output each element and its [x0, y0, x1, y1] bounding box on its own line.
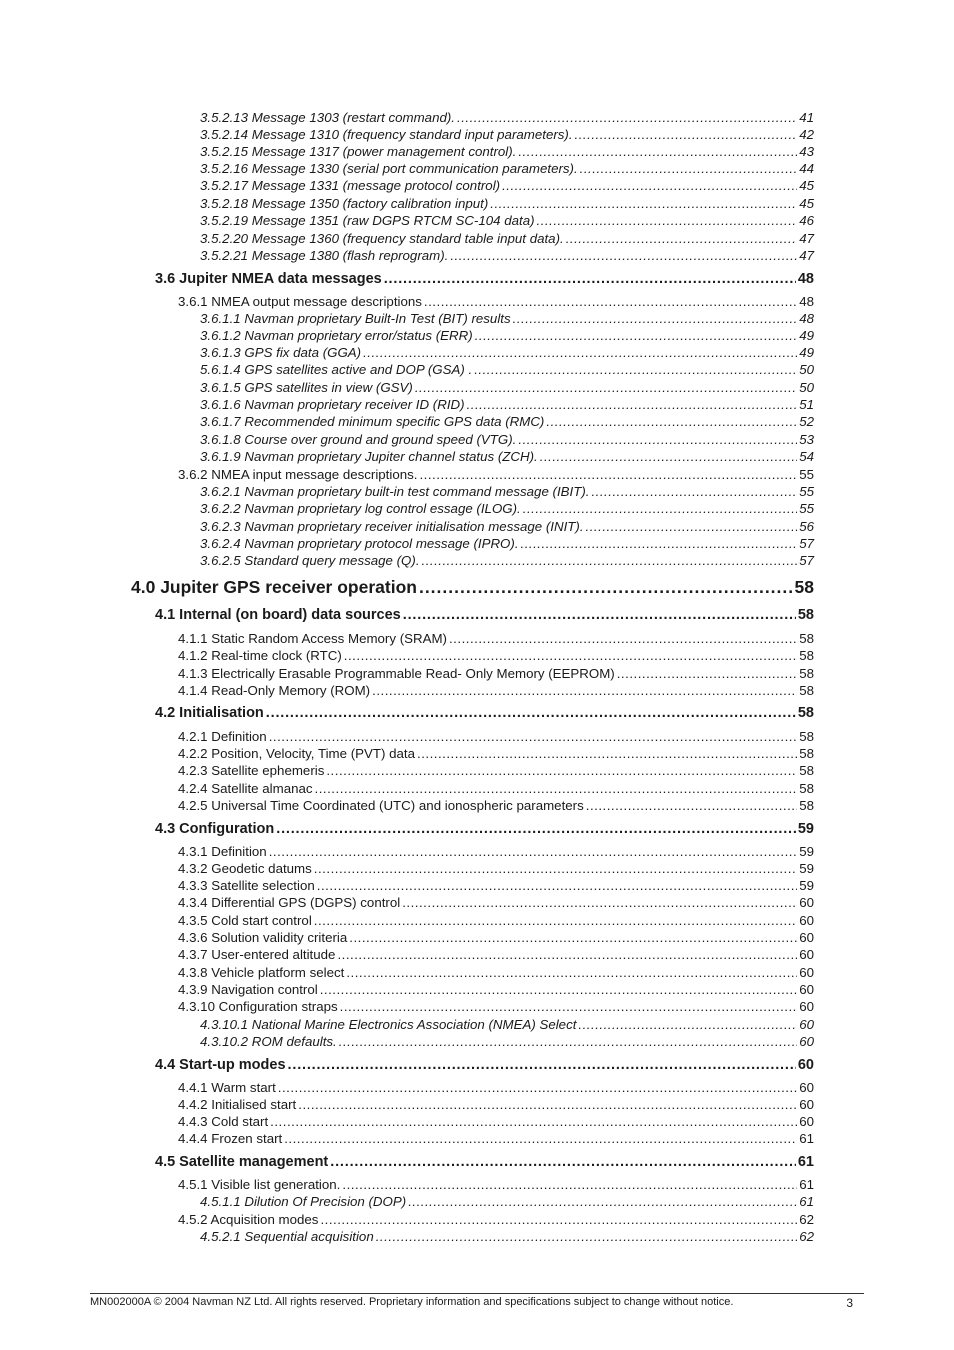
toc-subsection-entry[interactable] — [178, 965, 814, 980]
toc-entry-title: 3.6.2.2 Navman proprietary log control essage (ILOG). — [200, 501, 521, 516]
toc-subsubsection-entry[interactable] — [200, 1017, 814, 1032]
toc-dot-leader — [269, 844, 798, 859]
toc-subsubsection-entry[interactable] — [200, 501, 814, 516]
toc-page-number: 57 — [799, 553, 814, 568]
toc-page-number: 61 — [799, 1194, 814, 1209]
toc-dot-leader — [403, 607, 796, 623]
toc-dot-leader — [330, 1154, 796, 1170]
toc-section-heading[interactable] — [155, 271, 814, 287]
toc-page-number: 52 — [799, 414, 814, 429]
toc-page-number: 44 — [799, 161, 814, 176]
toc-dot-leader — [408, 1194, 797, 1209]
toc-page-number: 41 — [799, 110, 814, 125]
toc-dot-leader — [546, 414, 797, 429]
toc-entry-title: 4.3.10.1 National Marine Electronics Association (NMEA) Select — [200, 1017, 577, 1032]
toc-dot-leader — [586, 519, 798, 534]
toc-dot-leader — [540, 449, 797, 464]
toc-entry-title: 3.6.1.2 Navman proprietary error/status (ERR) — [200, 328, 473, 343]
toc-entry-title: 4.3.5 Cold start control — [178, 913, 312, 928]
toc-entry-title: 4.2.4 Satellite almanac — [178, 781, 313, 796]
toc-section-heading[interactable] — [155, 607, 814, 623]
toc-entry-title: 3.5.2.13 Message 1303 (restart command). — [200, 110, 455, 125]
toc-entry-title: 4.5.1.1 Dilution Of Precision (DOP) — [200, 1194, 407, 1209]
toc-page-number: 61 — [799, 1131, 814, 1146]
toc-page-number: 60 — [799, 965, 814, 980]
toc-subsection-entry[interactable] — [178, 1131, 814, 1146]
toc-entry-title: 3.5.2.17 Message 1331 (message protocol control) — [200, 178, 501, 193]
toc-subsection-entry[interactable] — [178, 746, 814, 761]
toc-entry-title: 3.6.2 NMEA input message descriptions. — [178, 467, 418, 482]
toc-dot-leader — [419, 577, 793, 598]
toc-dot-leader — [315, 781, 798, 796]
toc-dot-leader — [288, 1057, 796, 1073]
toc-dot-leader — [326, 763, 797, 778]
toc-subsection-entry[interactable] — [178, 844, 814, 859]
toc-subsection-entry[interactable] — [178, 1097, 814, 1112]
toc-dot-leader — [339, 1034, 797, 1049]
toc-page-number: 60 — [799, 999, 814, 1014]
toc-subsubsection-entry[interactable] — [200, 196, 814, 211]
toc-entry-title: 4.3.7 User-entered altitude — [178, 947, 336, 962]
toc-entry-title: 4.4.3 Cold start — [178, 1114, 269, 1129]
toc-entry-title: 4.5.2.1 Sequential acquisition — [200, 1229, 374, 1244]
toc-section-heading[interactable] — [155, 1057, 814, 1073]
toc-subsubsection-entry[interactable] — [200, 248, 814, 263]
toc-dot-leader — [372, 683, 797, 698]
toc-page-number: 61 — [799, 1177, 814, 1192]
toc-page-number: 60 — [799, 930, 814, 945]
toc-page-number: 58 — [799, 683, 814, 698]
toc-dot-leader — [575, 127, 798, 142]
toc-dot-leader — [502, 178, 797, 193]
toc-dot-leader — [320, 982, 798, 997]
toc-subsubsection-entry[interactable] — [200, 414, 814, 429]
toc-subsubsection-entry[interactable] — [200, 449, 814, 464]
toc-page-number: 46 — [799, 213, 814, 228]
toc-page-number: 49 — [799, 328, 814, 343]
toc-dot-leader — [578, 1017, 797, 1032]
toc-section-heading[interactable] — [155, 705, 814, 721]
toc-page-number: 61 — [797, 1154, 814, 1170]
toc-subsubsection-entry[interactable] — [200, 178, 814, 193]
toc-page-number: 58 — [799, 746, 814, 761]
toc-dot-leader — [422, 553, 798, 568]
toc-subsection-entry[interactable] — [178, 930, 814, 945]
toc-dot-leader — [376, 1229, 797, 1244]
toc-subsubsection-entry[interactable] — [200, 553, 814, 568]
toc-entry-title: 3.5.2.16 Message 1330 (serial port communication parameters). — [200, 161, 578, 176]
toc-page-number: 43 — [799, 144, 814, 159]
toc-page-number: 45 — [799, 178, 814, 193]
toc-page-number: 60 — [799, 982, 814, 997]
toc-dot-leader — [298, 1097, 797, 1112]
toc-subsection-entry[interactable] — [178, 895, 814, 910]
toc-entry-title: 3.6.1.6 Navman proprietary receiver ID (RID) — [200, 397, 465, 412]
toc-entry-title: 4.5.2 Acquisition modes — [178, 1212, 319, 1227]
toc-entry-title: 3.6 Jupiter NMEA data messages — [155, 271, 382, 287]
toc-page-number: 48 — [799, 294, 814, 309]
toc-entry-title: 3.6.2.3 Navman proprietary receiver initialisation message (INIT). — [200, 519, 584, 534]
toc-subsubsection-entry[interactable] — [200, 1229, 814, 1244]
toc-entry-title: 3.6.1.8 Course over ground and ground speed (VTG). — [200, 432, 517, 447]
toc-entry-title: 4.3.10.2 ROM defaults. — [200, 1034, 337, 1049]
toc-dot-leader — [278, 1080, 797, 1095]
toc-page-number: 48 — [799, 311, 814, 326]
toc-page-number: 50 — [799, 380, 814, 395]
toc-subsection-entry[interactable] — [178, 982, 814, 997]
toc-subsubsection-entry[interactable] — [200, 362, 814, 377]
toc-dot-leader — [337, 947, 797, 962]
toc-chapter-heading[interactable] — [131, 577, 814, 598]
toc-subsection-entry[interactable] — [178, 781, 814, 796]
toc-subsection-entry[interactable] — [178, 683, 814, 698]
toc-subsubsection-entry[interactable] — [200, 161, 814, 176]
toc-entry-title: 3.6.1.9 Navman proprietary Jupiter channel status (ZCH). — [200, 449, 538, 464]
toc-page-number: 51 — [799, 397, 814, 412]
toc-entry-title: 3.6.2.4 Navman proprietary protocol message (IPRO). — [200, 536, 519, 551]
toc-page-number: 58 — [799, 798, 814, 813]
toc-subsection-entry[interactable] — [178, 1080, 814, 1095]
toc-subsection-entry[interactable] — [178, 729, 814, 744]
toc-dot-leader — [467, 397, 798, 412]
toc-dot-leader — [419, 467, 797, 482]
toc-dot-leader — [270, 1114, 797, 1129]
toc-page-number: 55 — [799, 484, 814, 499]
toc-dot-leader — [342, 1177, 797, 1192]
toc-dot-leader — [314, 913, 797, 928]
toc-dot-leader — [266, 705, 796, 721]
toc-dot-leader — [415, 380, 797, 395]
toc-page-number: 59 — [799, 861, 814, 876]
toc-dot-leader — [346, 965, 797, 980]
toc-subsubsection-entry[interactable] — [200, 213, 814, 228]
toc-subsection-entry[interactable] — [178, 1212, 814, 1227]
toc-section-heading[interactable] — [155, 1154, 814, 1170]
toc-subsubsection-entry[interactable] — [200, 484, 814, 499]
toc-subsubsection-entry[interactable] — [200, 519, 814, 534]
toc-entry-title: 3.5.2.18 Message 1350 (factory calibration input) — [200, 196, 489, 211]
toc-dot-leader — [591, 484, 797, 499]
toc-entry-title: 3.5.2.21 Message 1380 (flash reprogram). — [200, 248, 449, 263]
toc-dot-leader — [457, 110, 797, 125]
toc-entry-title: 3.6.1.1 Navman proprietary Built-In Test (BIT) results — [200, 311, 511, 326]
toc-subsubsection-entry[interactable] — [200, 536, 814, 551]
toc-entry-title: 4.3 Configuration — [155, 821, 275, 837]
footer-page-number: 3 — [846, 1296, 853, 1310]
toc-entry-title: 4.4.2 Initialised start — [178, 1097, 297, 1112]
toc-page-number: 60 — [799, 1017, 814, 1032]
toc-entry-title: 4.2.1 Definition — [178, 729, 267, 744]
toc-page-number: 60 — [799, 947, 814, 962]
toc-dot-leader — [566, 231, 798, 246]
toc-entry-title: 5.6.1.4 GPS satellites active and DOP (GSA) . — [200, 362, 473, 377]
toc-entry-title: 4.1.1 Static Random Access Memory (SRAM) — [178, 631, 447, 646]
toc-dot-leader — [474, 362, 797, 377]
toc-page-number: 58 — [799, 729, 814, 744]
toc-subsubsection-entry[interactable] — [200, 345, 814, 360]
toc-page-number: 59 — [799, 878, 814, 893]
toc-subsection-entry[interactable] — [178, 294, 814, 309]
toc-dot-leader — [363, 345, 797, 360]
toc-entry-title: 3.6.2.5 Standard query message (Q). — [200, 553, 420, 568]
toc-section-heading[interactable] — [155, 821, 814, 837]
toc-dot-leader — [340, 999, 798, 1014]
toc-entry-title: 3.5.2.19 Message 1351 (raw DGPS RTCM SC-104 data) — [200, 213, 535, 228]
toc-entry-title: 4.1 Internal (on board) data sources — [155, 607, 401, 623]
toc-dot-leader — [269, 729, 798, 744]
footer-divider — [90, 1293, 864, 1294]
toc-page-number: 58 — [797, 705, 814, 721]
toc-subsection-entry[interactable] — [178, 999, 814, 1014]
toc-page-number: 60 — [799, 895, 814, 910]
toc-page-number: 45 — [799, 196, 814, 211]
toc-entry-title: 4.3.10 Configuration straps — [178, 999, 338, 1014]
toc-page-number: 55 — [799, 501, 814, 516]
toc-subsection-entry[interactable] — [178, 798, 814, 813]
toc-entry-title: 4.1.4 Read-Only Memory (ROM) — [178, 683, 371, 698]
toc-page-number: 60 — [799, 1034, 814, 1049]
toc-entry-title: 4.3.6 Solution validity criteria — [178, 930, 348, 945]
toc-page-number: 60 — [799, 1114, 814, 1129]
toc-entry-title: 4.2.3 Satellite ephemeris — [178, 763, 325, 778]
toc-page-number: 48 — [797, 271, 814, 287]
toc-subsection-entry[interactable] — [178, 1177, 814, 1192]
toc-dot-leader — [317, 878, 797, 893]
toc-dot-leader — [402, 895, 797, 910]
toc-entry-title: 3.6.2.1 Navman proprietary built-in test command message (IBIT). — [200, 484, 590, 499]
toc-subsection-entry[interactable] — [178, 648, 814, 663]
toc-page-number: 47 — [799, 248, 814, 263]
toc-page-number: 49 — [799, 345, 814, 360]
toc-entry-title: 3.5.2.14 Message 1310 (frequency standard input parameters). — [200, 127, 573, 142]
toc-entry-title: 3.6.1 NMEA output message descriptions — [178, 294, 422, 309]
toc-entry-title: 4.3.3 Satellite selection — [178, 878, 315, 893]
toc-dot-leader — [521, 536, 798, 551]
toc-entry-title: 4.2 Initialisation — [155, 705, 264, 721]
toc-page-number: 62 — [799, 1212, 814, 1227]
toc-dot-leader — [349, 930, 797, 945]
toc-dot-leader — [284, 1131, 797, 1146]
toc-page-number: 58 — [794, 577, 814, 597]
toc-entry-title: 3.5.2.20 Message 1360 (frequency standard table input data). — [200, 231, 564, 246]
toc-entry-title: 4.3.1 Definition — [178, 844, 267, 859]
toc-subsubsection-entry[interactable] — [200, 328, 814, 343]
toc-page-number: 58 — [799, 763, 814, 778]
toc-entry-title: 3.5.2.15 Message 1317 (power management control). — [200, 144, 517, 159]
toc-subsection-entry[interactable] — [178, 467, 814, 482]
toc-page-number: 54 — [799, 449, 814, 464]
toc-page-number: 60 — [797, 1057, 814, 1073]
toc-entry-title: 4.5.1 Visible list generation. — [178, 1177, 341, 1192]
toc-subsection-entry[interactable] — [178, 763, 814, 778]
toc-page-number: 58 — [799, 781, 814, 796]
toc-dot-leader — [344, 648, 797, 663]
toc-dot-leader — [617, 666, 797, 681]
toc-subsubsection-entry[interactable] — [200, 144, 814, 159]
toc-subsection-entry[interactable] — [178, 913, 814, 928]
toc-entry-title: 3.6.1.7 Recommended minimum specific GPS data (RMC) — [200, 414, 545, 429]
toc-entry-title: 4.1.3 Electrically Erasable Programmable Read- Only Memory (EEPROM) — [178, 666, 615, 681]
toc-subsubsection-entry[interactable] — [200, 231, 814, 246]
toc-dot-leader — [320, 1212, 797, 1227]
toc-page-number: 50 — [799, 362, 814, 377]
toc-page-number: 47 — [799, 231, 814, 246]
toc-page-number: 59 — [799, 844, 814, 859]
toc-page-number: 59 — [797, 821, 814, 837]
toc-dot-leader — [475, 328, 798, 343]
toc-entry-title: 3.6.1.5 GPS satellites in view (GSV) — [200, 380, 413, 395]
toc-entry-title: 3.6.1.3 GPS fix data (GGA) — [200, 345, 362, 360]
toc-page-number: 55 — [799, 467, 814, 482]
toc-subsection-entry[interactable] — [178, 631, 814, 646]
toc-subsubsection-entry[interactable] — [200, 1034, 814, 1049]
toc-subsection-entry[interactable] — [178, 861, 814, 876]
toc-entry-title: 4.2.2 Position, Velocity, Time (PVT) data — [178, 746, 415, 761]
toc-subsection-entry[interactable] — [178, 1114, 814, 1129]
toc-dot-leader — [450, 248, 797, 263]
toc-entry-title: 4.2.5 Universal Time Coordinated (UTC) and ionospheric parameters — [178, 798, 584, 813]
toc-subsubsection-entry[interactable] — [200, 1194, 814, 1209]
toc-page-number: 53 — [799, 432, 814, 447]
toc-page-number: 60 — [799, 913, 814, 928]
toc-dot-leader — [490, 196, 797, 211]
toc-subsubsection-entry[interactable] — [200, 110, 814, 125]
toc-page-number: 58 — [797, 607, 814, 623]
toc-page-number: 58 — [799, 631, 814, 646]
toc-entry-title: 4.4.1 Warm start — [178, 1080, 276, 1095]
footer-copyright: MN002000A © 2004 Navman NZ Ltd. All rights reserved. Proprietary information and specifications subject to change without notice. — [90, 1296, 734, 1308]
toc-dot-leader — [513, 311, 798, 326]
toc-dot-leader — [523, 501, 797, 516]
toc-subsection-entry[interactable] — [178, 878, 814, 893]
toc-entry-title: 4.0 Jupiter GPS receiver operation — [131, 577, 417, 597]
toc-page-number: 56 — [799, 519, 814, 534]
toc-page-number: 57 — [799, 536, 814, 551]
toc-page-number: 62 — [799, 1229, 814, 1244]
toc-entry-title: 4.5 Satellite management — [155, 1154, 329, 1170]
toc-entry-title: 4.3.4 Differential GPS (DGPS) control — [178, 895, 401, 910]
toc-entry-title: 4.3.9 Navigation control — [178, 982, 318, 997]
toc-dot-leader — [384, 271, 796, 287]
toc-subsubsection-entry[interactable] — [200, 432, 814, 447]
toc-dot-leader — [276, 821, 796, 837]
toc-entry-title: 4.4 Start-up modes — [155, 1057, 286, 1073]
toc-dot-leader — [424, 294, 797, 309]
toc-dot-leader — [580, 161, 798, 176]
toc-entry-title: 4.3.8 Vehicle platform select — [178, 965, 345, 980]
toc-dot-leader — [314, 861, 797, 876]
toc-page-number: 58 — [799, 666, 814, 681]
toc-entry-title: 4.1.2 Real-time clock (RTC) — [178, 648, 342, 663]
toc-dot-leader — [518, 432, 797, 447]
toc-subsection-entry[interactable] — [178, 666, 814, 681]
toc-entry-title: 4.3.2 Geodetic datums — [178, 861, 312, 876]
toc-subsubsection-entry[interactable] — [200, 311, 814, 326]
toc-dot-leader — [537, 213, 798, 228]
toc-subsubsection-entry[interactable] — [200, 127, 814, 142]
toc-page-number: 60 — [799, 1080, 814, 1095]
toc-dot-leader — [417, 746, 797, 761]
toc-subsubsection-entry[interactable] — [200, 397, 814, 412]
toc-entry-title: 4.4.4 Frozen start — [178, 1131, 283, 1146]
toc-subsection-entry[interactable] — [178, 947, 814, 962]
toc-dot-leader — [586, 798, 797, 813]
toc-dot-leader — [449, 631, 797, 646]
toc-page-number: 58 — [799, 648, 814, 663]
toc-subsubsection-entry[interactable] — [200, 380, 814, 395]
toc-page-number: 60 — [799, 1097, 814, 1112]
toc-page-number: 42 — [799, 127, 814, 142]
toc-dot-leader — [518, 144, 797, 159]
